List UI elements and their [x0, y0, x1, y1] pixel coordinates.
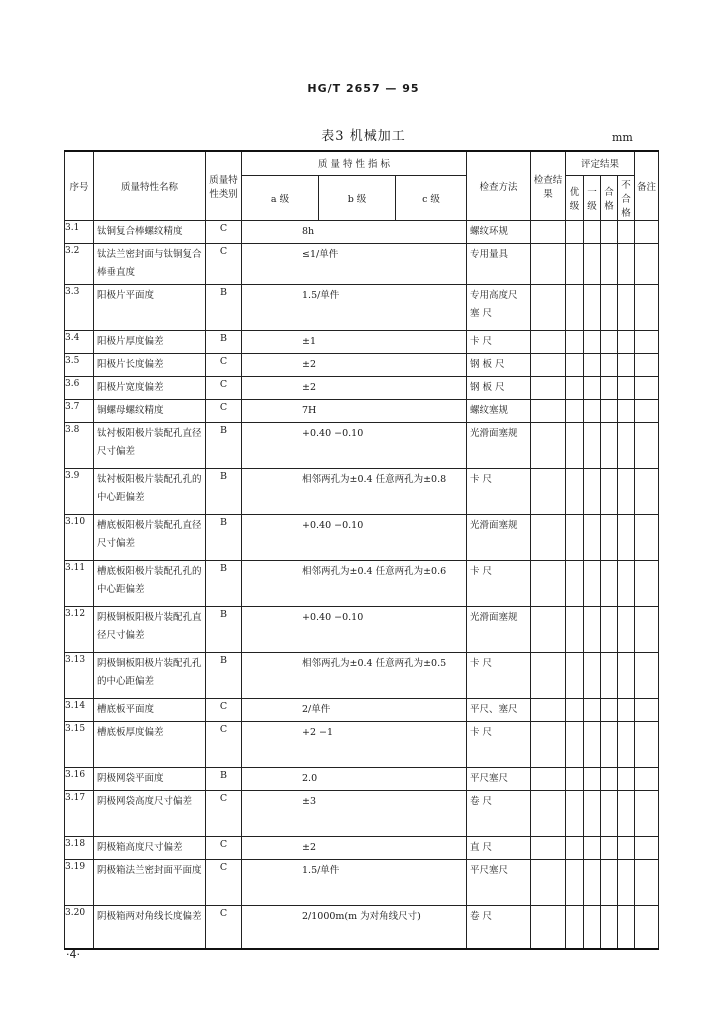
row-excellent-cell[interactable]	[566, 836, 584, 859]
row-indicator: 1.5/单件	[242, 284, 467, 330]
row-characteristic-name: 阳极片长度偏差	[94, 353, 206, 376]
row-category: B	[206, 330, 242, 353]
row-remark-cell[interactable]	[635, 353, 659, 376]
row-indicator: 7H	[242, 399, 467, 422]
row-excellent-cell[interactable]	[566, 514, 584, 560]
row-indicator: 相邻两孔为±0.4 任意两孔为±0.8	[242, 468, 467, 514]
col-header-seq: 序号	[65, 151, 94, 220]
row-result-cell[interactable]	[531, 514, 566, 560]
row-inspection-method: 平尺塞尺	[467, 767, 531, 790]
row-number: 3.13	[65, 652, 94, 698]
row-result-cell[interactable]	[531, 836, 566, 859]
row-first-cell[interactable]	[584, 606, 601, 652]
row-number: 3.8	[65, 422, 94, 468]
table-row	[65, 698, 659, 721]
row-category: C	[206, 220, 242, 243]
row-inspection-method: 平尺、塞尺	[467, 698, 531, 721]
col-header-first: 一级	[584, 175, 601, 220]
row-indicator: 相邻两孔为±0.4 任意两孔为±0.5	[242, 652, 467, 698]
row-category: C	[206, 859, 242, 905]
row-excellent-cell[interactable]	[566, 859, 584, 905]
row-excellent-cell[interactable]	[566, 220, 584, 243]
col-header-indicators: 质 量 特 性 指 标	[242, 151, 467, 175]
row-first-cell[interactable]	[584, 905, 601, 949]
row-inspection-method: 专用量具	[467, 243, 531, 284]
row-result-cell[interactable]	[531, 698, 566, 721]
row-unqualified-cell[interactable]	[618, 721, 635, 767]
row-excellent-cell[interactable]	[566, 376, 584, 399]
table-row	[65, 220, 659, 243]
row-excellent-cell[interactable]	[566, 330, 584, 353]
row-characteristic-name: 槽底板阳极片装配孔孔的中心距偏差	[94, 560, 206, 606]
row-characteristic-name: 阴极铜板阳极片装配孔孔的中心距偏差	[94, 652, 206, 698]
row-first-cell[interactable]	[584, 353, 601, 376]
col-header-result: 检查结果	[531, 151, 566, 220]
row-excellent-cell[interactable]	[566, 560, 584, 606]
row-remark-cell[interactable]	[635, 330, 659, 353]
row-result-cell[interactable]	[531, 330, 566, 353]
row-excellent-cell[interactable]	[566, 790, 584, 836]
row-excellent-cell[interactable]	[566, 284, 584, 330]
row-characteristic-name: 阳极片平面度	[94, 284, 206, 330]
row-indicator: +2 −1	[242, 721, 467, 767]
row-number: 3.4	[65, 330, 94, 353]
unit-label: mm	[612, 131, 633, 144]
table-body	[65, 220, 659, 949]
row-remark-cell[interactable]	[635, 698, 659, 721]
row-inspection-method: 卷 尺	[467, 905, 531, 949]
row-qualified-cell[interactable]	[601, 243, 618, 284]
row-remark-cell[interactable]	[635, 859, 659, 905]
row-number: 3.12	[65, 606, 94, 652]
row-first-cell[interactable]	[584, 560, 601, 606]
table-row	[65, 606, 659, 652]
row-result-cell[interactable]	[531, 767, 566, 790]
row-characteristic-name: 阴极网袋平面度	[94, 767, 206, 790]
row-excellent-cell[interactable]	[566, 353, 584, 376]
row-inspection-method: 直 尺	[467, 836, 531, 859]
row-qualified-cell[interactable]	[601, 376, 618, 399]
table-row	[65, 790, 659, 836]
row-remark-cell[interactable]	[635, 721, 659, 767]
table-row	[65, 767, 659, 790]
row-inspection-method: 卡 尺	[467, 330, 531, 353]
row-indicator: ≤1/单件	[242, 243, 467, 284]
row-remark-cell[interactable]	[635, 422, 659, 468]
row-characteristic-name: 槽底板阳极片装配孔直径尺寸偏差	[94, 514, 206, 560]
row-category: B	[206, 560, 242, 606]
table-row	[65, 468, 659, 514]
row-unqualified-cell[interactable]	[618, 330, 635, 353]
table-row	[65, 284, 659, 330]
row-characteristic-name: 槽底板平面度	[94, 698, 206, 721]
row-category: C	[206, 790, 242, 836]
row-number: 3.10	[65, 514, 94, 560]
row-inspection-method: 光滑面塞规	[467, 514, 531, 560]
row-result-cell[interactable]	[531, 905, 566, 949]
row-category: C	[206, 698, 242, 721]
row-category: C	[206, 243, 242, 284]
row-characteristic-name: 铜螺母螺纹精度	[94, 399, 206, 422]
row-unqualified-cell[interactable]	[618, 353, 635, 376]
row-category: C	[206, 399, 242, 422]
row-number: 3.5	[65, 353, 94, 376]
table-row	[65, 514, 659, 560]
row-result-cell[interactable]	[531, 422, 566, 468]
row-remark-cell[interactable]	[635, 468, 659, 514]
row-inspection-method: 螺纹塞规	[467, 399, 531, 422]
row-result-cell[interactable]	[531, 399, 566, 422]
col-header-name: 质量特性名称	[94, 151, 206, 220]
row-inspection-method: 卡 尺	[467, 721, 531, 767]
table-row	[65, 859, 659, 905]
row-characteristic-name: 阳极片宽度偏差	[94, 376, 206, 399]
page-number: ·4·	[66, 948, 80, 961]
row-first-cell[interactable]	[584, 330, 601, 353]
row-number: 3.2	[65, 243, 94, 284]
row-first-cell[interactable]	[584, 243, 601, 284]
row-qualified-cell[interactable]	[601, 721, 618, 767]
row-first-cell[interactable]	[584, 721, 601, 767]
row-first-cell[interactable]	[584, 422, 601, 468]
row-unqualified-cell[interactable]	[618, 606, 635, 652]
row-category: B	[206, 422, 242, 468]
row-number: 3.16	[65, 767, 94, 790]
row-excellent-cell[interactable]	[566, 422, 584, 468]
row-characteristic-name: 钛法兰密封面与钛铜复合棒垂直度	[94, 243, 206, 284]
row-remark-cell[interactable]	[635, 560, 659, 606]
row-unqualified-cell[interactable]	[618, 652, 635, 698]
row-indicator: 1.5/单件	[242, 859, 467, 905]
row-category: B	[206, 652, 242, 698]
row-indicator: 相邻两孔为±0.4 任意两孔为±0.6	[242, 560, 467, 606]
standard-code-header: HG/T 2657 — 95	[307, 82, 420, 95]
col-header-excellent: 优级	[566, 175, 584, 220]
row-characteristic-name: 钛衬板阳极片装配孔孔的中心距偏差	[94, 468, 206, 514]
row-result-cell[interactable]	[531, 468, 566, 514]
row-indicator: ±1	[242, 330, 467, 353]
table-row	[65, 836, 659, 859]
row-qualified-cell[interactable]	[601, 859, 618, 905]
row-result-cell[interactable]	[531, 220, 566, 243]
row-category: C	[206, 836, 242, 859]
row-category: B	[206, 284, 242, 330]
row-characteristic-name: 阴极铜板阳极片装配孔直径尺寸偏差	[94, 606, 206, 652]
row-result-cell[interactable]	[531, 284, 566, 330]
machining-quality-table	[64, 150, 659, 950]
row-characteristic-name: 阴极箱高度尺寸偏差	[94, 836, 206, 859]
col-header-category: 质量特性类别	[206, 151, 242, 220]
row-unqualified-cell[interactable]	[618, 859, 635, 905]
row-indicator: ±2	[242, 376, 467, 399]
row-first-cell[interactable]	[584, 514, 601, 560]
row-first-cell[interactable]	[584, 652, 601, 698]
row-result-cell[interactable]	[531, 560, 566, 606]
row-indicator: 8h	[242, 220, 467, 243]
row-qualified-cell[interactable]	[601, 399, 618, 422]
row-excellent-cell[interactable]	[566, 721, 584, 767]
row-first-cell[interactable]	[584, 284, 601, 330]
row-unqualified-cell[interactable]	[618, 284, 635, 330]
row-number: 3.18	[65, 836, 94, 859]
row-unqualified-cell[interactable]	[618, 560, 635, 606]
row-inspection-method: 螺纹环规	[467, 220, 531, 243]
row-first-cell[interactable]	[584, 767, 601, 790]
row-first-cell[interactable]	[584, 859, 601, 905]
row-remark-cell[interactable]	[635, 836, 659, 859]
row-number: 3.9	[65, 468, 94, 514]
row-inspection-method: 平尺塞尺	[467, 859, 531, 905]
row-qualified-cell[interactable]	[601, 514, 618, 560]
row-qualified-cell[interactable]	[601, 790, 618, 836]
row-indicator: +0.40 −0.10	[242, 422, 467, 468]
table-row	[65, 652, 659, 698]
row-result-cell[interactable]	[531, 790, 566, 836]
row-qualified-cell[interactable]	[601, 606, 618, 652]
row-number: 3.19	[65, 859, 94, 905]
row-inspection-method: 钢 板 尺	[467, 376, 531, 399]
row-qualified-cell[interactable]	[601, 284, 618, 330]
row-first-cell[interactable]	[584, 698, 601, 721]
row-indicator: 2.0	[242, 767, 467, 790]
row-first-cell[interactable]	[584, 376, 601, 399]
row-number: 3.11	[65, 560, 94, 606]
row-result-cell[interactable]	[531, 353, 566, 376]
row-result-cell[interactable]	[531, 859, 566, 905]
row-inspection-method: 钢 板 尺	[467, 353, 531, 376]
row-excellent-cell[interactable]	[566, 905, 584, 949]
col-header-grade-a: a 级	[242, 175, 319, 220]
row-characteristic-name: 钛衬板阳极片装配孔直径尺寸偏差	[94, 422, 206, 468]
row-characteristic-name: 阴极箱法兰密封面平面度	[94, 859, 206, 905]
row-inspection-method: 卡 尺	[467, 652, 531, 698]
table-row	[65, 422, 659, 468]
row-qualified-cell[interactable]	[601, 422, 618, 468]
row-inspection-method: 光滑面塞规	[467, 422, 531, 468]
row-indicator: +0.40 −0.10	[242, 514, 467, 560]
row-qualified-cell[interactable]	[601, 905, 618, 949]
row-category: B	[206, 514, 242, 560]
row-characteristic-name: 钛铜复合棒螺纹精度	[94, 220, 206, 243]
row-remark-cell[interactable]	[635, 243, 659, 284]
row-excellent-cell[interactable]	[566, 399, 584, 422]
row-number: 3.20	[65, 905, 94, 949]
row-remark-cell[interactable]	[635, 905, 659, 949]
row-result-cell[interactable]	[531, 606, 566, 652]
row-unqualified-cell[interactable]	[618, 767, 635, 790]
row-remark-cell[interactable]	[635, 376, 659, 399]
row-number: 3.14	[65, 698, 94, 721]
row-number: 3.15	[65, 721, 94, 767]
row-remark-cell[interactable]	[635, 399, 659, 422]
col-header-qualified: 合格	[601, 175, 618, 220]
table-row	[65, 560, 659, 606]
row-qualified-cell[interactable]	[601, 698, 618, 721]
row-first-cell[interactable]	[584, 836, 601, 859]
row-result-cell[interactable]	[531, 243, 566, 284]
col-header-unqualified: 不合格	[618, 175, 635, 220]
row-qualified-cell[interactable]	[601, 468, 618, 514]
row-excellent-cell[interactable]	[566, 468, 584, 514]
row-unqualified-cell[interactable]	[618, 905, 635, 949]
col-header-method: 检查方法	[467, 151, 531, 220]
col-header-evaluation: 评定结果	[566, 151, 635, 175]
row-category: C	[206, 905, 242, 949]
row-unqualified-cell[interactable]	[618, 790, 635, 836]
row-first-cell[interactable]	[584, 790, 601, 836]
row-number: 3.7	[65, 399, 94, 422]
row-unqualified-cell[interactable]	[618, 220, 635, 243]
row-inspection-method: 卡 尺	[467, 560, 531, 606]
row-remark-cell[interactable]	[635, 652, 659, 698]
row-result-cell[interactable]	[531, 376, 566, 399]
row-qualified-cell[interactable]	[601, 560, 618, 606]
row-qualified-cell[interactable]	[601, 353, 618, 376]
row-characteristic-name: 槽底板厚度偏差	[94, 721, 206, 767]
row-result-cell[interactable]	[531, 721, 566, 767]
table-row	[65, 243, 659, 284]
row-category: C	[206, 376, 242, 399]
row-category: C	[206, 721, 242, 767]
row-category: C	[206, 353, 242, 376]
row-unqualified-cell[interactable]	[618, 836, 635, 859]
row-remark-cell[interactable]	[635, 284, 659, 330]
col-header-grade-b: b 级	[319, 175, 396, 220]
row-category: B	[206, 468, 242, 514]
table-row	[65, 399, 659, 422]
table-row	[65, 353, 659, 376]
row-characteristic-name: 阴极箱两对角线长度偏差	[94, 905, 206, 949]
row-remark-cell[interactable]	[635, 767, 659, 790]
row-category: B	[206, 767, 242, 790]
row-excellent-cell[interactable]	[566, 698, 584, 721]
row-remark-cell[interactable]	[635, 514, 659, 560]
row-number: 3.17	[65, 790, 94, 836]
row-unqualified-cell[interactable]	[618, 399, 635, 422]
row-unqualified-cell[interactable]	[618, 376, 635, 399]
row-inspection-method: 光滑面塞规	[467, 606, 531, 652]
table-row	[65, 721, 659, 767]
row-qualified-cell[interactable]	[601, 836, 618, 859]
row-excellent-cell[interactable]	[566, 652, 584, 698]
row-indicator: +0.40 −0.10	[242, 606, 467, 652]
col-header-remark: 备注	[635, 151, 659, 220]
row-remark-cell[interactable]	[635, 220, 659, 243]
row-indicator: ±3	[242, 790, 467, 836]
row-result-cell[interactable]	[531, 652, 566, 698]
row-number: 3.1	[65, 220, 94, 243]
row-first-cell[interactable]	[584, 220, 601, 243]
row-excellent-cell[interactable]	[566, 767, 584, 790]
row-unqualified-cell[interactable]	[618, 243, 635, 284]
table-row	[65, 330, 659, 353]
row-qualified-cell[interactable]	[601, 767, 618, 790]
row-remark-cell[interactable]	[635, 606, 659, 652]
row-unqualified-cell[interactable]	[618, 422, 635, 468]
row-unqualified-cell[interactable]	[618, 468, 635, 514]
table-title: 表3 机械加工	[321, 129, 406, 144]
row-unqualified-cell[interactable]	[618, 698, 635, 721]
row-indicator: 2/单件	[242, 698, 467, 721]
row-indicator: ±2	[242, 836, 467, 859]
row-characteristic-name: 阴极网袋高度尺寸偏差	[94, 790, 206, 836]
row-first-cell[interactable]	[584, 399, 601, 422]
row-inspection-method: 卷 尺	[467, 790, 531, 836]
row-qualified-cell[interactable]	[601, 220, 618, 243]
row-first-cell[interactable]	[584, 468, 601, 514]
row-category: B	[206, 606, 242, 652]
row-indicator: 2/1000m(m 为对角线尺寸)	[242, 905, 467, 949]
row-characteristic-name: 阳极片厚度偏差	[94, 330, 206, 353]
table-row	[65, 905, 659, 949]
row-number: 3.6	[65, 376, 94, 399]
row-inspection-method: 卡 尺	[467, 468, 531, 514]
row-excellent-cell[interactable]	[566, 243, 584, 284]
col-header-grade-c: c 级	[396, 175, 467, 220]
row-unqualified-cell[interactable]	[618, 514, 635, 560]
row-excellent-cell[interactable]	[566, 606, 584, 652]
row-inspection-method: 专用高度尺 塞 尺	[467, 284, 531, 330]
table-row	[65, 376, 659, 399]
row-number: 3.3	[65, 284, 94, 330]
row-qualified-cell[interactable]	[601, 330, 618, 353]
row-qualified-cell[interactable]	[601, 652, 618, 698]
row-indicator: ±2	[242, 353, 467, 376]
row-remark-cell[interactable]	[635, 790, 659, 836]
